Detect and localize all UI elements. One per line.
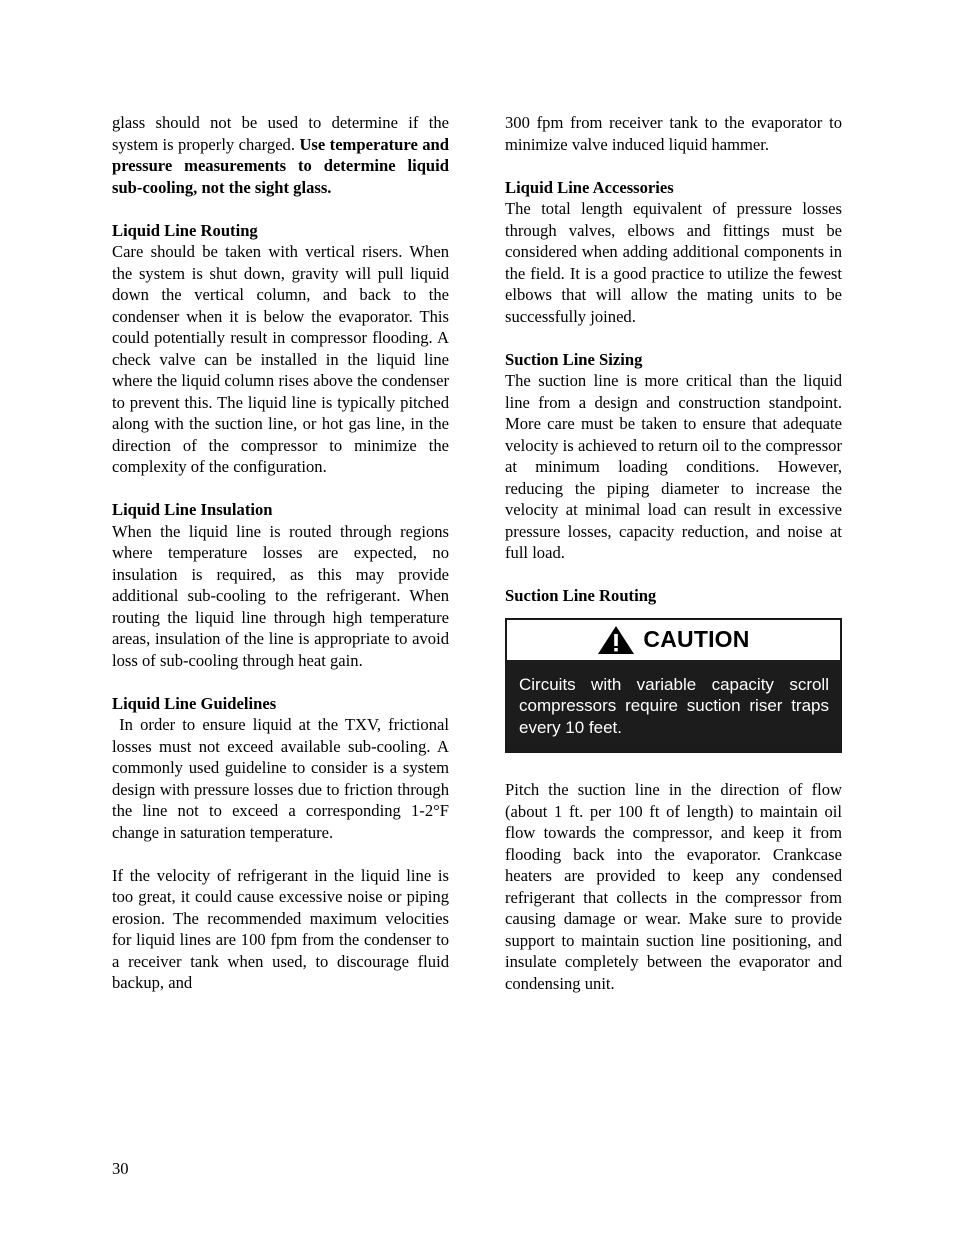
suction-line-sizing-text: The suction line is more critical than the liquid line from a design and construction standpoint. More care must be taken to ensure that adequate velocity is achieved to return oil to the compressor at minimum loading conditions. However, reducing the piping diameter to increase the velocity at minimal load can result in excessive pressure losses, capacity reduction, and noise at full load. xyxy=(505,371,842,562)
liquid-line-accessories-heading: Liquid Line Accessories xyxy=(505,177,674,197)
caution-header xyxy=(507,620,840,660)
liquid-line-accessories-text: The total length equivalent of pressure losses through valves, elbows and fittings must be considered when adding additional components in the field. It is a good practice to utilize the fewest elbows that will allow the mating units to be successfully joined. xyxy=(505,199,842,326)
spacer xyxy=(505,327,842,349)
liquid-line-guidelines-text: In order to ensure liquid at the TXV, frictional losses must not exceed available sub-cooling. A commonly used guideline to consider is a system design with pressure losses due to friction through the line not to exceed a corresponding 1-2°F change in saturation temperature. xyxy=(112,715,454,842)
liquid-line-routing-heading: Liquid Line Routing xyxy=(112,220,258,240)
liquid-line-routing-text: Care should be taken with vertical risers. When the system is shut down, gravity will pull liquid down the vertical column, and back to the condenser when it is below the evaporator. This could potentially result in compressor flooding. A check valve can be installed in the liquid line where the liquid column rises above the condenser to prevent this. The liquid line is typically pitched along with the suction line, or hot gas line, in the direction of the compressor to minimize the complexity of the configuration. xyxy=(112,242,449,476)
caution-box xyxy=(505,618,842,754)
intro-text: glass should not be used to determine if the system is properly charged. xyxy=(112,113,449,154)
liquid-line-insulation-text: When the liquid line is routed through regions where temperature losses are expected, no insulation is required, as this may provide additional sub-cooling to the refrigerant. When routing the liquid line through high temperature areas, insulation of the line is appropriate to avoid loss of sub-cooling through heat gain. xyxy=(112,521,449,670)
spacer xyxy=(112,843,449,865)
spacer xyxy=(112,671,449,693)
suction-line-pitch-text: Pitch the suction line in the direction of flow (about 1 ft. per 100 ft of length) to maintain oil flow towards the compressor, and keep it from flooding back into the evaporator. Crankcase heaters are provided to keep any condensed refrigerant that collects in the compressor from causing damage or wear. Make sure to provide support to maintain suction line positioning, and insulate completely between the evaporator and condensing unit. xyxy=(505,780,842,993)
intro-bold-text: Use temperature and pressure measurements to determine liquid sub-cooling, not the sight glass. xyxy=(112,134,449,197)
liquid-line-velocity-text: If the velocity of refrigerant in the liquid line is too great, it could cause excessive noise or piping erosion. The recommended maximum velocities for liquid lines are 100 fpm from the condenser to a receiver tank when used, to discourage fluid backup, and xyxy=(112,865,449,992)
spacer xyxy=(505,155,842,177)
intro-paragraph xyxy=(112,112,449,198)
spacer xyxy=(505,564,842,586)
caution-message: Circuits with variable capacity scroll compressors require suction riser traps every 10 feet. xyxy=(507,660,840,752)
suction-line-routing-heading: Suction Line Routing xyxy=(505,586,657,605)
warning-triangle-icon xyxy=(597,625,635,655)
caution-title: CAUTION xyxy=(643,625,750,652)
page-number: 30 xyxy=(112,1159,129,1178)
spacer xyxy=(112,198,449,220)
right-column xyxy=(505,112,842,994)
spacer xyxy=(505,753,842,779)
left-column xyxy=(112,112,454,994)
liquid-line-velocity-continued: 300 fpm from receiver tank to the evaporator to minimize valve induced liquid hammer. xyxy=(505,113,842,154)
liquid-line-guidelines-heading: Liquid Line Guidelines xyxy=(112,693,277,713)
spacer xyxy=(112,478,449,500)
suction-line-sizing-heading: Suction Line Sizing xyxy=(505,349,643,369)
liquid-line-insulation-heading: Liquid Line Insulation xyxy=(112,500,273,519)
